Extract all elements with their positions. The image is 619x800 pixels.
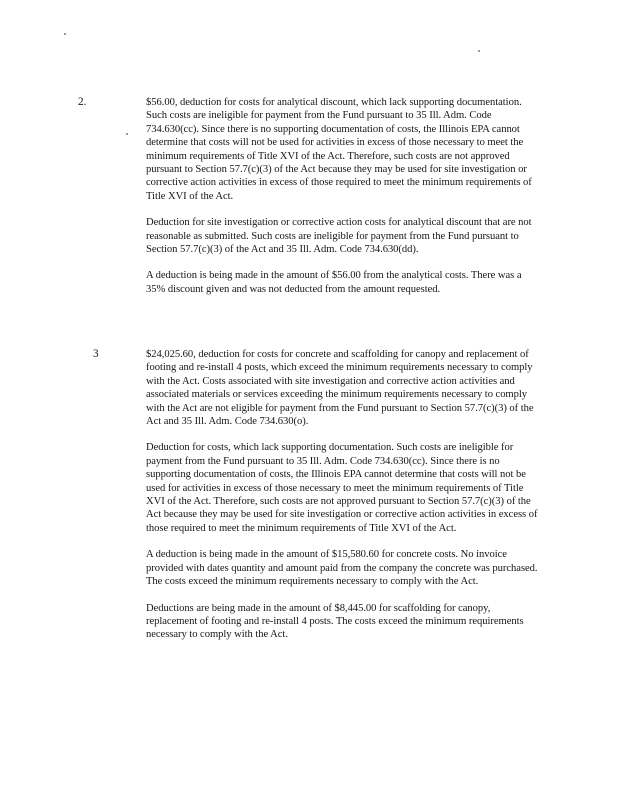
item-paragraph: $24,025.60, deduction for costs for concrete and scaffolding for canopy and replacement of footing and re-install 4 posts, which exceed the minimum requirements necessary to comply with the Act. Costs associated with site investigation and corrective action activities and associated materials or services exceeding the minimum requirements necessary to comply with the Act are not eligible for payment from the Fund pursuant to Section 57.7(c)(3) of the Act and 35 Ill. Adm. Code 734.630(o).	[146, 349, 534, 428]
item-body	[146, 96, 541, 309]
item-paragraph: Deduction for site investigation or corrective action costs for analytical discount that are not reasonable as submitted. Such costs are ineligible for payment from the Fund pursuant to Section 57.7(c)(3) of the Act and 35 Ill. Adm. Code 734.630(dd).	[146, 217, 532, 256]
item-paragraph: A deduction is being made in the amount of $56.00 from the analytical costs. There was a 35% discount given and was not deducted from the amount requested.	[146, 270, 522, 295]
item-paragraph: Deduction for costs, which lack supporting documentation. Such costs are ineligible for payment from the Fund pursuant to 35 Ill. Adm. Code 734.630(cc). Since there is no supporting documentation of costs, the Illinois EPA cannot determine that costs will not be used for activities in excess of those necessary to meet the minimum requirements of Title XVI of the Act. Therefore, such costs are not approved pursuant to Section 57.7(c)(3) of the Act because they may be used for site investigation or corrective action activities in excess of those required to meet the minimum requirements of Title XVI of the Act.	[146, 442, 538, 534]
item-paragraph: A deduction is being made in the amount of $15,580.60 for concrete costs. No invoice provided with dates quantity and amount paid from the company the concrete was purchased. The costs exceed the minimum requirements necessary to comply with the Act.	[146, 549, 538, 588]
item-number: 3	[93, 348, 99, 360]
scan-speck	[478, 50, 480, 52]
item-paragraph: $56.00, deduction for costs for analytical discount, which lack supporting documentation. Such costs are ineligible for payment from the Fund pursuant to 35 Ill. Adm. Code 734.630(cc). Since there is no supporting documentation of costs, the Illinois EPA cannot determine that costs will not be used for activities in excess of those necessary to meet the minimum requirements of Title XVI of the Act. Therefore, such costs are not approved pursuant to Section 57.7(c)(3) of the Act because they may be used for site investigation or corrective action activities in excess of those required to meet the minimum requirements of Title XVI of the Act.	[146, 97, 532, 202]
scan-speck	[126, 133, 128, 135]
item-number: 2.	[78, 96, 87, 108]
item-body	[146, 348, 541, 655]
scan-speck	[64, 33, 66, 35]
item-paragraph: Deductions are being made in the amount of $8,445.00 for scaffolding for canopy, replacement of footing and re-install 4 posts. The costs exceed the minimum requirements necessary to comply with the Act.	[146, 602, 524, 641]
